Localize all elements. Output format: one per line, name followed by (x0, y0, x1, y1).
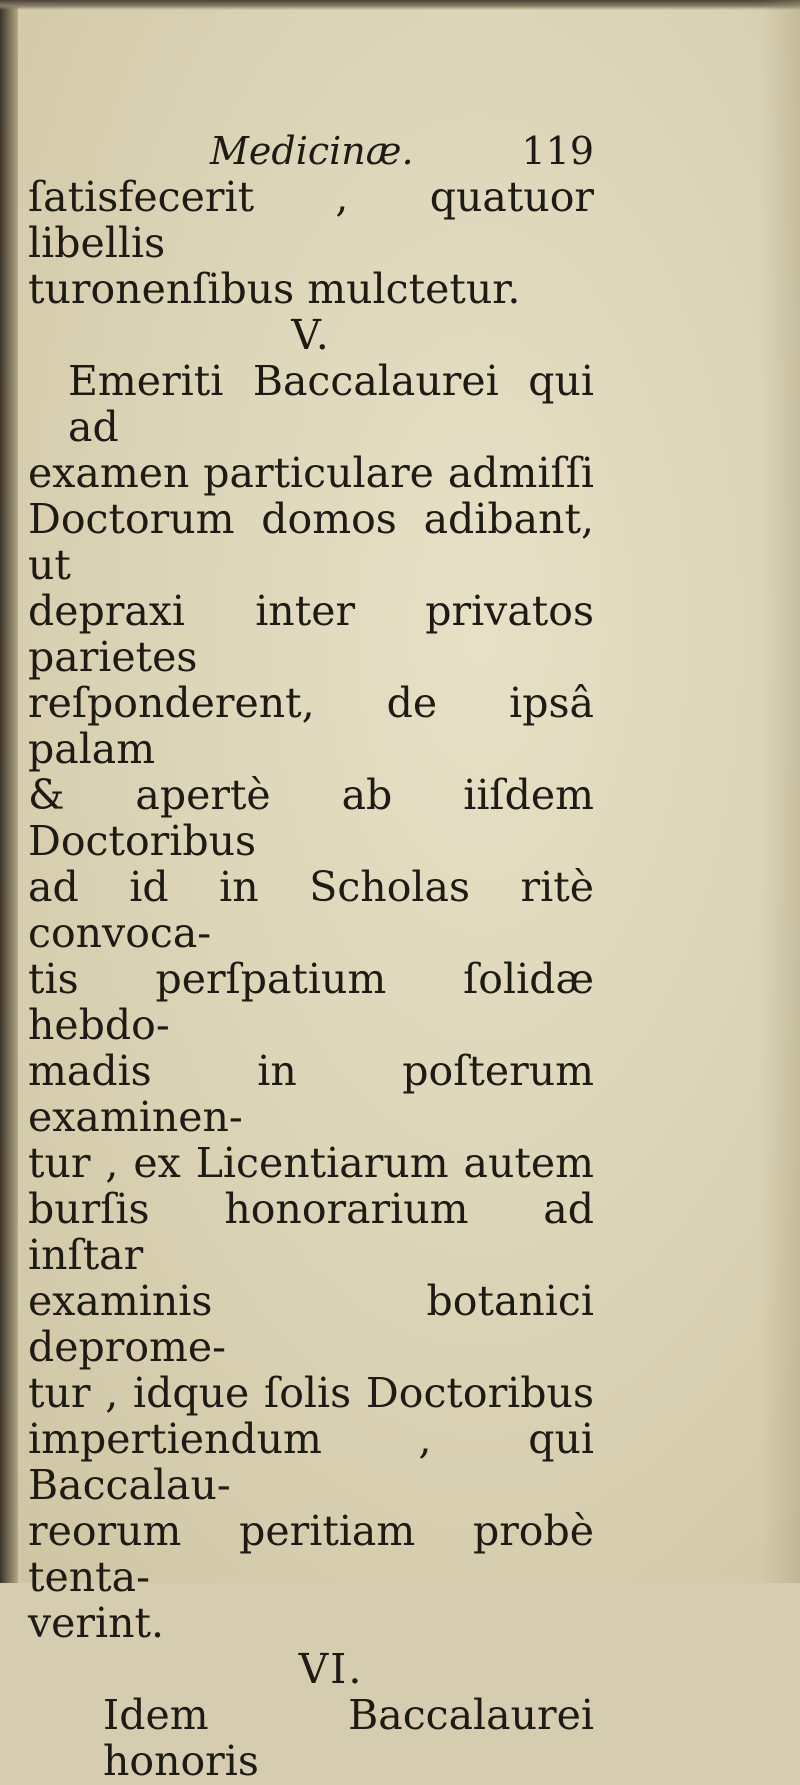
text-line: examen particulare admiſſi (28, 449, 594, 497)
page-header (28, 128, 594, 174)
text-line: depraxi inter privatos parietes (28, 587, 594, 681)
section-number-v: V. (291, 311, 331, 359)
text-line: ad id in Scholas ritè convoca- (28, 863, 594, 957)
page-number: 119 (521, 129, 594, 173)
text-line: Idem Baccalaurei honoris (103, 1691, 594, 1785)
text-line: Emeriti Baccalaurei qui ad (68, 357, 594, 451)
text-line: ſatisfecerit , quatuor libellis (28, 173, 594, 267)
text-line: burſis honorarium ad inſtar (28, 1185, 594, 1279)
text-block (28, 128, 594, 1784)
page-top-edge (0, 0, 800, 10)
text-line: turonenſibus mulctetur. (28, 265, 521, 313)
text-line: examinis botanici deprome- (28, 1277, 594, 1371)
text-line: reorum peritiam probè tenta- (28, 1507, 594, 1601)
text-line: tur , ex Licentiarum autem (28, 1139, 594, 1187)
page-right-shade (760, 0, 800, 1583)
section-number-vi: VI. (298, 1645, 364, 1693)
text-line: impertiendum , qui Baccalau- (28, 1415, 594, 1509)
text-line: & apertè ab iiſdem Doctoribus (28, 771, 594, 865)
page-spine-edge (0, 0, 18, 1583)
text-line: madis in poſterum examinen- (28, 1047, 594, 1141)
text-line: tis perſpatium ſolidæ hebdo- (28, 955, 594, 1049)
text-line: reſponderent, de ipsâ palam (28, 679, 594, 773)
text-line: verint. (28, 1599, 165, 1647)
text-line: tur , idque ſolis Doctoribus (28, 1369, 594, 1417)
text-line: Doctorum domos adibant, ut (28, 495, 594, 589)
running-head: Medicinæ. (210, 129, 414, 173)
